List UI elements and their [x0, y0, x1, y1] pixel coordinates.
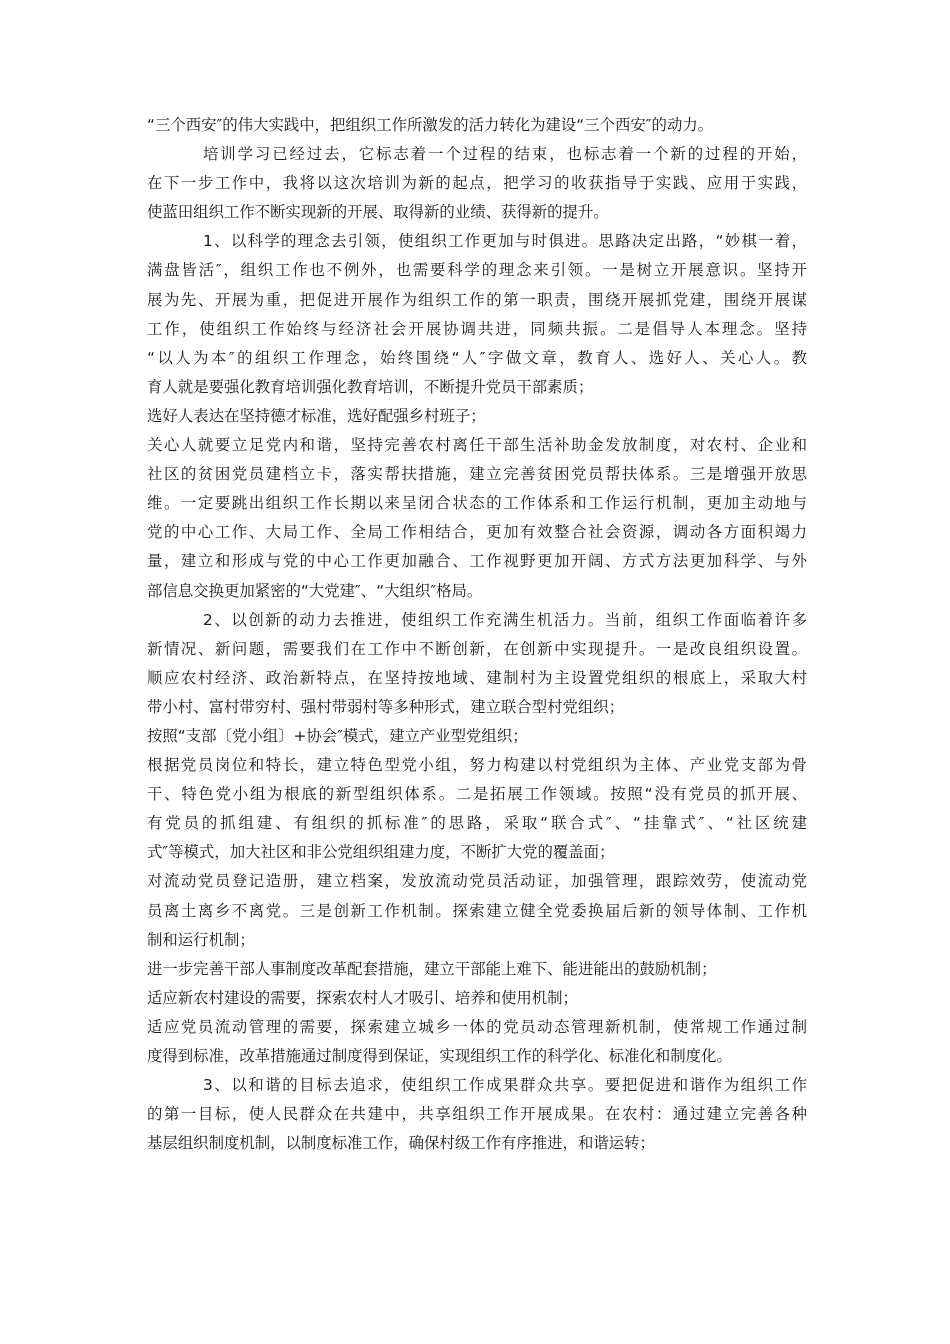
- text-line: 度得到标准，改革措施通过制度得到保证，实现组织工作的科学化、标准化和制度化。: [147, 1047, 732, 1065]
- text-line: 干、特色党小组为根底的新型组织体系。二是拓展工作领域。按照“没有党员的抓开展、: [147, 785, 807, 804]
- text-line: 新情况、新问题，需要我们在工作中不断创新，在创新中实现提升。一是改良组织设置。: [147, 639, 807, 658]
- text-line: 展为先、开展为重，把促进开展作为组织工作的第一职责，围绕开展抓党建，围绕开展谋: [147, 290, 807, 309]
- text-line: 量，建立和形成与党的中心工作更加融合、工作视野更加开阔、方式方法更加科学、与外: [147, 552, 807, 571]
- text-line: 培训学习已经过去，它标志着一个过程的结束，也标志着一个新的过程的开始，: [203, 145, 807, 164]
- text-line: 对流动党员登记造册，建立档案，发放流动党员活动证，加强管理，跟踪效劳，使流动党: [147, 872, 807, 891]
- text-line: 基层组织制度机制，以制度标准工作，确保村级工作有序推进，和谐运转；: [147, 1134, 655, 1153]
- text-line: 按照“支部〔党小组〕+协会″模式，建立产业型党组织；: [147, 726, 528, 745]
- text-line: 选好人表达在坚持德才标准，选好配强乡村班子；: [147, 406, 486, 425]
- text-line: 有党员的抓组建、有组织的抓标准″的思路，采取“联合式″、“挂靠式″、“社区统建: [147, 814, 807, 833]
- text-line: 2、以创新的动力去推进，使组织工作充满生机活力。当前，组织工作面临着许多: [203, 610, 807, 629]
- text-line: 员离土离乡不离党。三是创新工作机制。探索建立健全党委换届后新的领导体制、工作机: [147, 901, 807, 920]
- text-line: 部信息交换更加紧密的“大党建″、“大组织″格局。: [147, 581, 483, 600]
- text-line: 党的中心工作、大局工作、全局工作相结合，更加有效整合社会资源，调动各方面积竭力: [147, 523, 807, 542]
- text-line: 根据党员岗位和特长，建立特色型党小组，努力构建以村党组织为主体、产业党支部为骨: [147, 756, 807, 775]
- text-line: 工作，使组织工作始终与经济社会开展协调共进，同频共振。二是倡导人本理念。坚持: [147, 319, 807, 338]
- text-line: 育人就是要强化教育培训强化教育培训，不断提升党员干部素质；: [147, 377, 594, 396]
- text-line: 的第一目标，使人民群众在共建中，共享组织工作开展成果。在农村：通过建立完善各种: [147, 1105, 807, 1124]
- text-line: 社区的贫困党员建档立卡，落实帮扶措施，建立完善贫困党员帮扶体系。三是增强开放思: [147, 465, 807, 484]
- text-line: 满盘皆活″，组织工作也不例外，也需要科学的理念来引领。一是树立开展意识。坚持开: [147, 261, 807, 280]
- text-line: 在下一步工作中，我将以这次培训为新的起点，把学习的收获指导于实践、应用于实践，: [147, 174, 807, 193]
- text-line: 制和运行机制；: [147, 930, 255, 949]
- text-line: 适应党员流动管理的需要，探索建立城乡一体的党员动态管理新机制，使常规工作通过制: [147, 1017, 807, 1036]
- text-line: 带小村、富村带穷村、强村带弱村等多种形式，建立联合型村党组织；: [147, 697, 625, 716]
- text-line: “三个西安″的伟大实践中，把组织工作所激发的活力转化为建设“三个西安″的动力。: [147, 116, 714, 134]
- text-line: 进一步完善干部人事制度改革配套措施，建立干部能上难下、能进能出的鼓励机制；: [147, 959, 717, 978]
- text-line: 适应新农村建设的需要，探索农村人才吸引、培养和使用机制；: [147, 988, 578, 1007]
- text-line: 式″等模式，加大社区和非公党组织组建力度，不断扩大党的覆盖面；: [147, 843, 615, 862]
- text-line: 3、以和谐的目标去追求，使组织工作成果群众共享。要把促进和谐作为组织工作: [203, 1076, 807, 1095]
- text-line: 使蓝田组织工作不断实现新的开展、取得新的业绩、获得新的提升。: [147, 203, 609, 222]
- document-body: [147, 111, 807, 1158]
- text-line: “以人为本″的组织工作理念，始终围绕“人″字做文章，教育人、选好人、关心人。教: [147, 348, 807, 367]
- text-line: 1、以科学的理念去引领，使组织工作更加与时俱进。思路决定出路，“妙棋一着，: [203, 232, 807, 251]
- text-line: 维。一定要跳出组织工作长期以来呈闭合状态的工作体系和工作运行机制，更加主动地与: [147, 494, 807, 513]
- text-line: 关心人就要立足党内和谐，坚持完善农村离任干部生活补助金发放制度，对农村、企业和: [147, 436, 807, 455]
- text-line: 顺应农村经济、政治新特点，在坚持按地域、建制村为主设置党组织的根底上，采取大村: [147, 668, 807, 687]
